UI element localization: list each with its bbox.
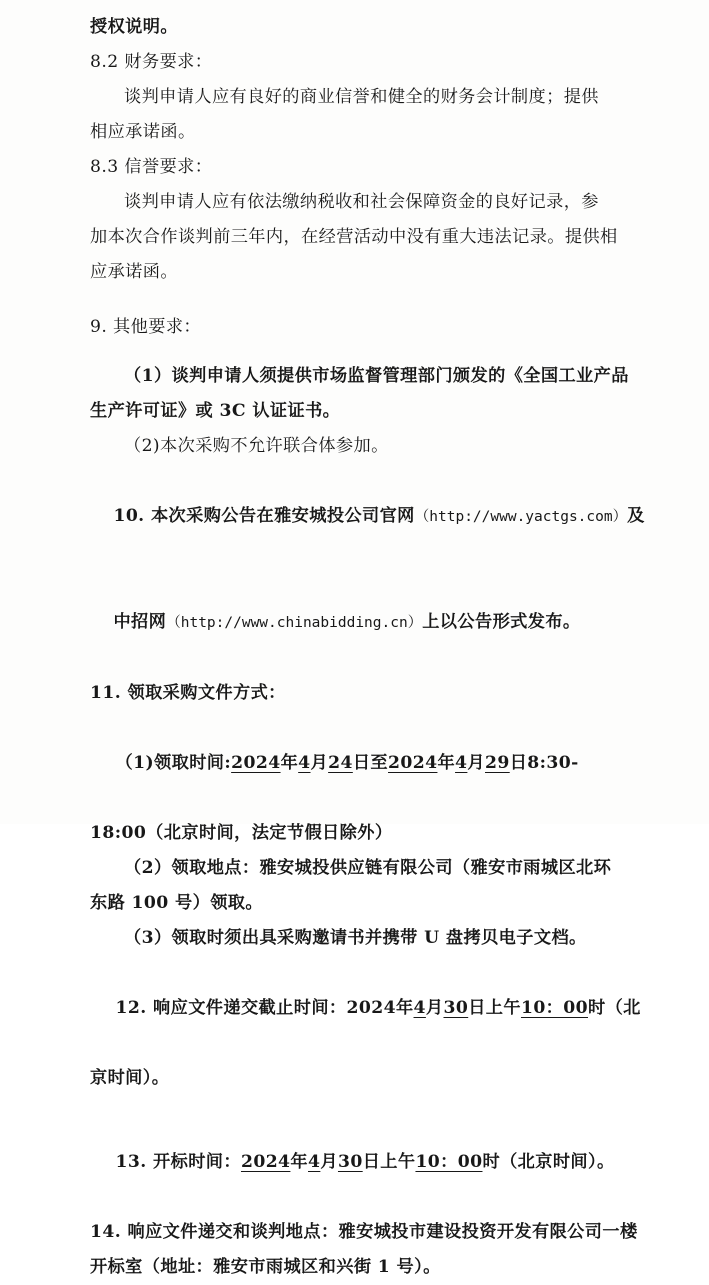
paragraph-authorization-note: 授权说明。 — [90, 17, 178, 37]
paragraph-financial-2: 相应承诺函。 — [90, 122, 196, 142]
announcement-text-2: 及 — [627, 506, 645, 526]
collect-time-end-month: 4 — [455, 753, 468, 773]
open-time-time: 10：00 — [415, 1152, 483, 1172]
paragraph-other-1a: （1）谈判申请人须提供市场监督管理部门颁发的《全国工业产品 — [124, 366, 629, 386]
paragraph-announcement-line2 — [90, 570, 647, 676]
paragraph-announcement-line1 — [90, 464, 647, 570]
paragraph-financial-1: 谈判申请人应有良好的商业信誉和健全的财务会计制度；提供 — [124, 87, 599, 107]
submit-deadline-prefix: 12. 响应文件递交截止时间： — [115, 998, 347, 1018]
heading-credit-requirement: 8.3 信誉要求： — [90, 157, 213, 177]
paragraph-open-time — [90, 1110, 647, 1215]
open-time-prefix: 13. 开标时间： — [115, 1152, 241, 1172]
submit-deadline-month-unit: 月 — [425, 998, 444, 1018]
paragraph-venue-1: 14. 响应文件递交和谈判地点：雅安城投市建设投资开发有限公司一楼 — [90, 1222, 638, 1242]
paragraph-submit-deadline — [90, 956, 647, 1061]
announcement-text-3: 中招网 — [113, 612, 167, 632]
paragraph-collect-place-2: 东路 100 号）领取。 — [90, 893, 263, 913]
paragraph-submit-deadline-cont: 京时间）。 — [90, 1068, 170, 1088]
open-time-month-unit: 月 — [320, 1152, 338, 1172]
paragraph-collect-place-1: （2）领取地点：雅安城投供应链有限公司（雅安市雨城区北环 — [124, 858, 612, 878]
open-time-day: 30 — [337, 1152, 363, 1172]
paragraph-other-2: （2)本次采购不允许联合体参加。 — [124, 436, 389, 456]
collect-time-start-month: 4 — [298, 753, 311, 773]
collect-time-day-unit-1: 日 — [352, 753, 371, 773]
paragraph-credit-1: 谈判申请人应有依法缴纳税收和社会保障资金的良好记录，参 — [124, 192, 599, 212]
collect-time-to: 至 — [370, 753, 389, 773]
collect-time-start-day: 24 — [328, 753, 353, 773]
announcement-url-chinabidding: （http://www.chinabidding.cn） — [166, 615, 423, 631]
submit-deadline-year: 2024 — [346, 998, 396, 1018]
submit-deadline-time-unit: 时 — [588, 998, 606, 1018]
open-time-year-unit: 年 — [290, 1152, 309, 1172]
open-time-time-unit: 时 — [482, 1152, 501, 1172]
announcement-text-4: 上以公告形式发布。 — [422, 612, 581, 632]
collect-time-year-unit-2: 年 — [437, 753, 456, 773]
heading-collect-documents: 11. 领取采购文件方式： — [90, 683, 286, 703]
heading-other-requirements: 9. 其他要求： — [90, 317, 201, 337]
spacer-after-section-9 — [90, 345, 647, 359]
paragraph-credit-3: 应承诺函。 — [90, 262, 178, 282]
paragraph-venue-2: 开标室（地址：雅安市雨城区和兴街 1 号）。 — [90, 1257, 441, 1277]
collect-time-start-year: 2024 — [231, 753, 281, 773]
submit-deadline-month: 4 — [413, 998, 426, 1018]
collect-time-end-day: 29 — [485, 753, 510, 773]
submit-deadline-day: 30 — [443, 998, 469, 1018]
submit-deadline-suffix: （北 — [605, 998, 641, 1018]
collect-time-month-unit-1: 月 — [310, 753, 329, 773]
open-time-month: 4 — [308, 1152, 321, 1172]
submit-deadline-year-unit: 年 — [395, 998, 414, 1018]
announcement-text-1: 10. 本次采购公告在雅安城投公司官网 — [113, 506, 415, 526]
spacer-before-section-9 — [90, 290, 647, 310]
collect-time-month-unit-2: 月 — [467, 753, 485, 773]
submit-deadline-time: 10：00 — [520, 998, 588, 1018]
heading-financial-requirement: 8.2 财务要求： — [90, 52, 213, 72]
paragraph-collect-requirement: （3）领取时须出具采购邀请书并携带 U 盘拷贝电子文档。 — [124, 928, 587, 948]
paragraph-collect-time — [90, 711, 647, 816]
submit-deadline-day-unit: 日上午 — [468, 998, 521, 1018]
spacer-before-open-time — [90, 1096, 647, 1110]
paragraph-other-1b: 生产许可证》或 3C 认证证书。 — [90, 401, 341, 421]
open-time-day-unit: 日上午 — [362, 1152, 416, 1172]
collect-time-end-year: 2024 — [388, 753, 438, 773]
paragraph-credit-2: 加本次合作谈判前三年内，在经营活动中没有重大违法记录。提供相 — [90, 227, 618, 247]
collect-time-suffix: 日8:30- — [509, 753, 579, 773]
announcement-url-yactgs: （http://www.yactgs.com） — [414, 509, 628, 525]
collect-time-year-unit-1: 年 — [280, 753, 299, 773]
paragraph-collect-time-cont: 18:00（北京时间，法定节假日除外） — [90, 823, 393, 843]
open-time-year: 2024 — [240, 1152, 291, 1172]
open-time-suffix: （北京时间）。 — [500, 1152, 615, 1172]
collect-time-prefix: （1)领取时间: — [115, 753, 232, 773]
